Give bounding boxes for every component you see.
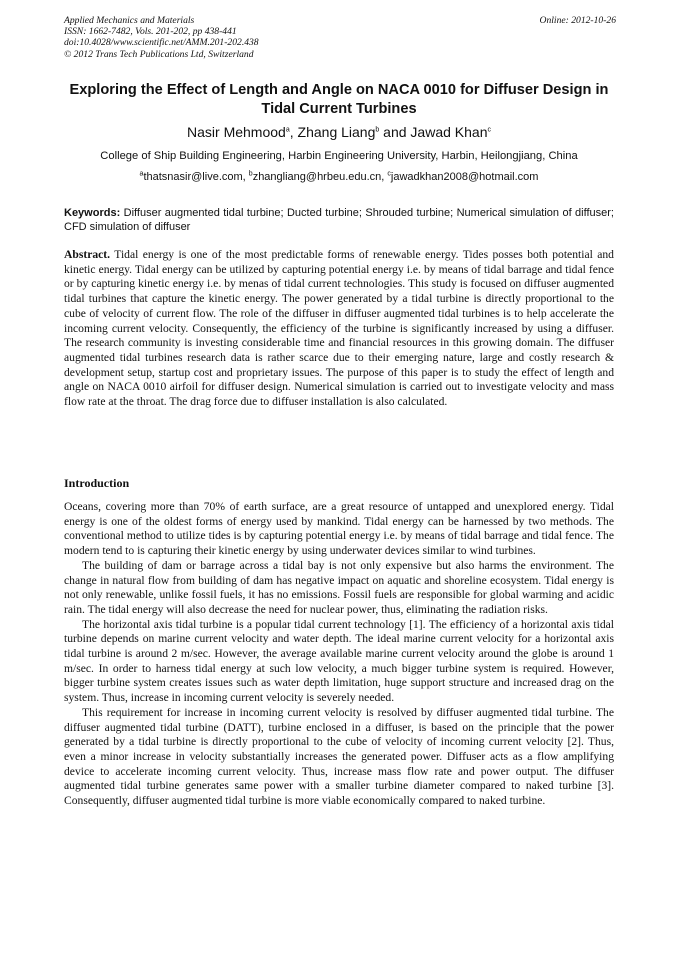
abstract-text: Tidal energy is one of the most predictable forms of renewable energy. Tides posses both potential and kinetic energy. Tidal energy can be utilized by capturing potential energy i.e. by means of tidal barrage and tidal fence or by capturing kinetic energy i.e. by menas of tidal current technologies. This study is focused on diffuser augmented tidal turbines that capture the kinetic energy. The power generated by a tidal turbine is directly proportional to the cube of velocity of current flow. The role of the diffuser in diffuser augmented tidal turbines is to help accelerate the incoming current velocity. Consequently, the efficiency of the turbine is significantly increased by using a diffuser. The research community is investing considerable time and financial resources in this growing domain. The diffuser augmented tidal turbines research data is rather scarce due to their emerging nature, large and costly research & development setup, startup cost and proprietary issues. The purpose of this paper is to study the effect of length and angle on NACA 0010 airfoil for diffuser design. Numerical simulation is carried out to investigate velocity and mass flow rate at the throat. The drag force due to diffuser installation is also calculated.: [64, 248, 614, 409]
journal-header: [64, 15, 616, 60]
doi-line: doi:10.4028/www.scientific.net/AMM.201-202.438: [64, 37, 259, 49]
affiliation: College of Ship Building Engineering, Harbin Engineering University, Harbin, Heilongjiang, China: [100, 150, 578, 162]
issn-line: ISSN: 1662-7482, Vols. 201-202, pp 438-441: [64, 26, 237, 38]
journal-name: Applied Mechanics and Materials: [64, 15, 195, 26]
email-address: jawadkhan2008@hotmail.com: [390, 171, 539, 183]
email-address: zhangliang@hrbeu.edu.cn: [252, 171, 382, 183]
copyright-line: © 2012 Trans Tech Publications Ltd, Switzerland: [64, 48, 254, 60]
introduction-body: [64, 500, 614, 809]
email-list: [64, 170, 614, 184]
paragraph: The horizontal axis tidal turbine is a popular tidal current technology [1]. The efficiency of a horizontal axis tidal turbine depends on marine current velocity and water depth. The ideal marine current velocity for a horizontal axis tidal turbine is around 2 m/sec. However, the average available marine current velocity around the globe is around 1 m/sec. In order to harness tidal energy at such low velocity, a much bigger turbine system is required. However, bigger turbine system creates issues such as water depth limitation, huge support structure and increased drag on the system. Thus, increase in incoming current velocity is severely needed.: [64, 617, 614, 705]
abstract-label: Abstract.: [64, 248, 111, 261]
author-name: Zhang Liang: [297, 124, 376, 140]
author-superscript: c: [487, 126, 491, 134]
paragraph: This requirement for increase in incoming current velocity is resolved by diffuser augmented tidal turbine. The diffuser augmented tidal turbine (DATT), turbine enclosed in a diffuser, is based on the principle that the power generated by a tidal turbine is directly proportional to the cube of velocity of incoming current velocity [2]. Thus, even a minor increase in velocity substantially increases the generated power. Diffuser acts as a flow amplifying device to accelerate incoming current velocity. Thus, increase mass flow rate and power output. The diffuser augmented tidal turbine generates same power with a smaller turbine diameter compared to naked turbine [3]. Consequently, diffuser augmented tidal turbine is more viable economically compared to naked turbine.: [64, 705, 614, 808]
email-separator: ,: [242, 171, 249, 183]
paragraph: Oceans, covering more than 70% of earth surface, are a great resource of untapped and unexplored energy. Tidal energy is one of the oldest forms of energy used by mankind. Tidal energy can be harnessed by two methods. The conventional method to utilize tides is by capturing potential energy i.e. by means of tidal barrage and tidal fence. The modern tend to is capturing their kinetic energy by using underwater devices similar to wind turbines.: [64, 500, 614, 558]
paper-title: Exploring the Effect of Length and Angle on NACA 0010 for Diffuser Design in Tidal Current Turbines: [69, 82, 609, 117]
keywords-block: [64, 206, 614, 234]
author-name: Nasir Mehmood: [187, 124, 286, 140]
email-superscript: b: [248, 170, 253, 178]
author-list: [64, 123, 614, 141]
keywords-label: Keywords:: [64, 207, 121, 219]
author-superscript: a: [285, 126, 290, 134]
keywords-text: Diffuser augmented tidal turbine; Ducted turbine; Shrouded turbine; Numerical simulation of diffuser; CFD simulation of diffuser: [64, 207, 614, 233]
email-superscript: a: [139, 170, 144, 178]
section-heading-introduction: Introduction: [64, 476, 130, 490]
paragraph: The building of dam or barrage across a tidal bay is not only expensive but also harms the environment. The change in natural flow from building of dam has negative impact on aquatic and shoreline ecosystem. Tidal energy is not only renewable, unlike fossil fuels, it has no emissions. Fossil fuels are responsible for global warming and acidic rain. The tidal energy will also decrease the need for nuclear power, thus, eliminating the radiation risks.: [64, 558, 614, 616]
abstract-block: [64, 248, 614, 410]
author-name: Jawad Khan: [410, 124, 488, 140]
author-separator: and: [379, 124, 411, 140]
online-date: Online: 2012-10-26: [539, 15, 616, 26]
author-separator: ,: [289, 124, 298, 140]
author-superscript: b: [375, 126, 380, 134]
email-separator: ,: [381, 171, 388, 183]
email-superscript: c: [387, 170, 391, 178]
email-address: thatsnasir@live.com: [143, 171, 243, 183]
